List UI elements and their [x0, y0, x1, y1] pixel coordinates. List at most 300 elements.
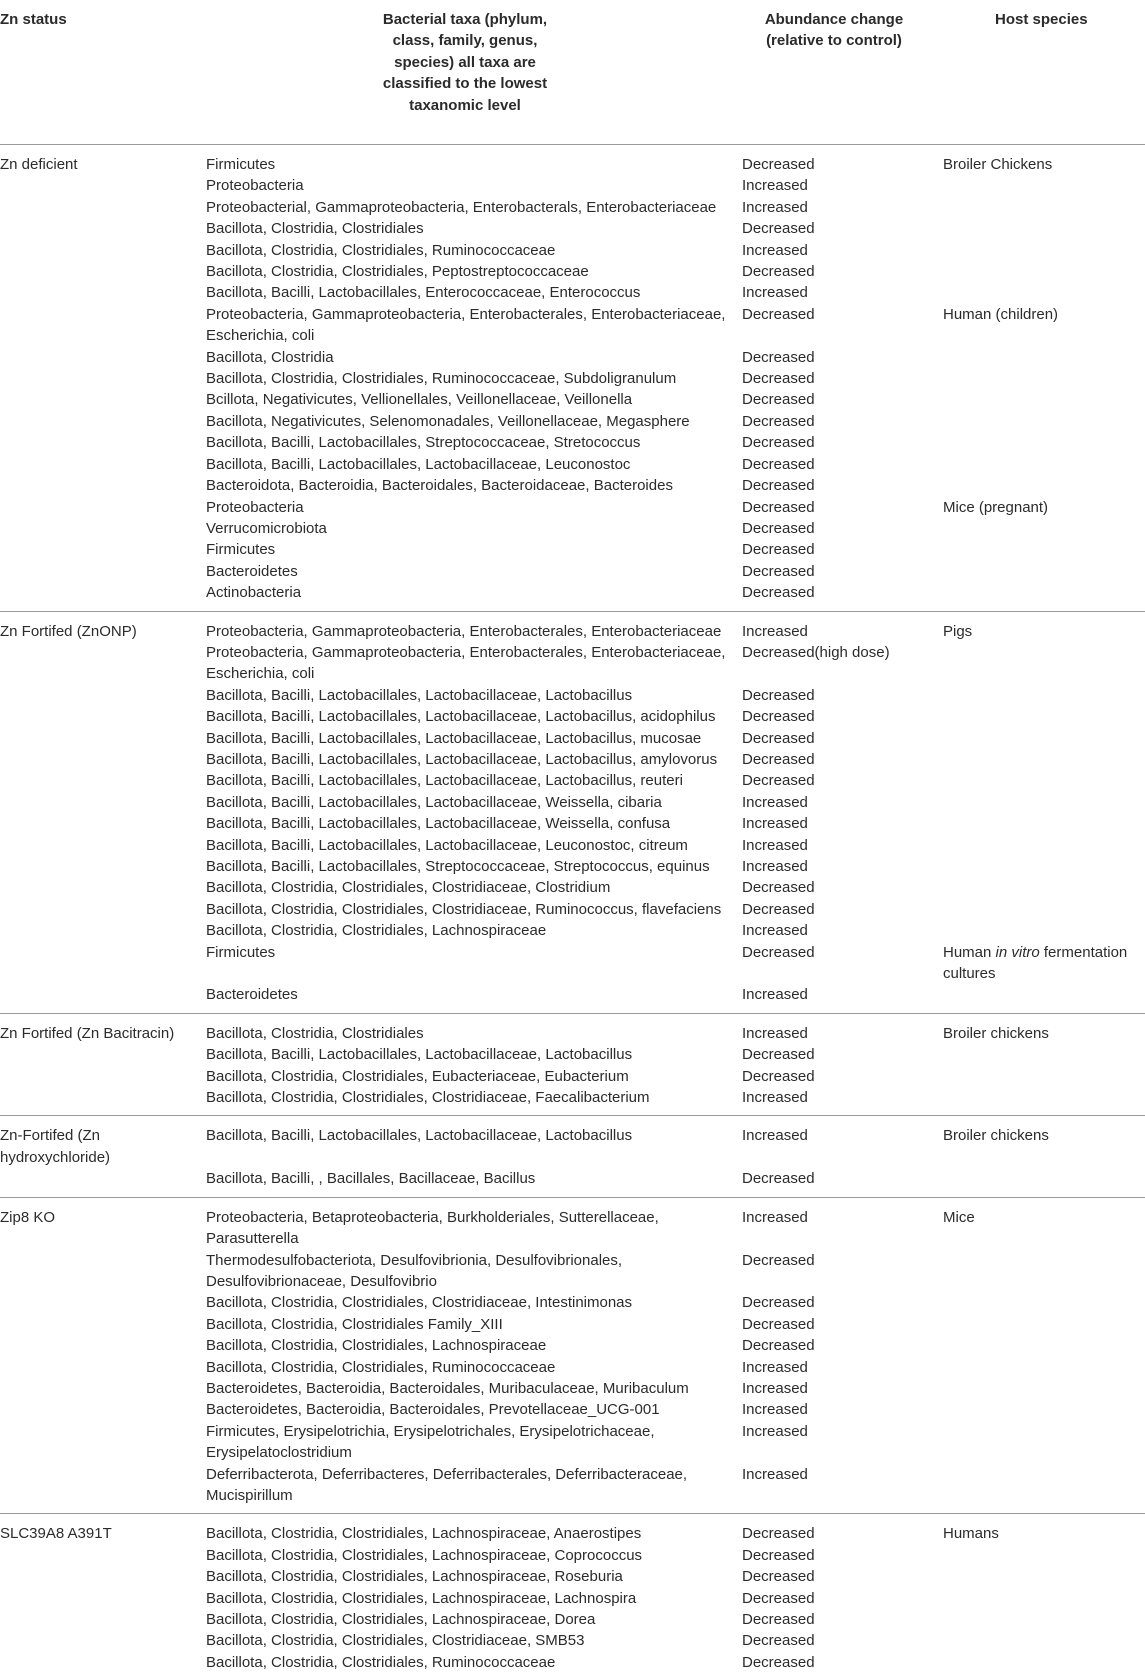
host-species-cell	[943, 389, 1143, 410]
table-row	[0, 1087, 1145, 1108]
host-species-text: Mice (pregnant)	[943, 498, 1049, 516]
taxa-cell: Bacteroidetes, Bacteroidia, Bacteroidales, Muribaculaceae, Muribaculum	[206, 1379, 689, 1397]
table-row	[0, 1250, 1145, 1293]
abundance-change-cell: Increased	[742, 177, 808, 195]
table-row	[0, 389, 1145, 410]
abundance-change-cell: Decreased	[742, 305, 815, 323]
host-species-cell	[943, 1066, 1143, 1087]
taxa-cell: Bacillota, Bacilli, Lactobacillales, Enterococcaceae, Enterococcus	[206, 284, 641, 302]
abundance-change-cell: Decreased	[742, 686, 815, 704]
host-species-italic-text: in vitro	[995, 943, 1040, 961]
zn-status-cell	[0, 1066, 206, 1087]
abundance-change-cell: Increased	[742, 858, 808, 875]
host-species-cell	[943, 561, 1143, 582]
abundance-change-cell: Increased	[742, 1024, 808, 1042]
zn-status-cell	[0, 1250, 206, 1293]
abundance-change-cell: Decreased	[742, 477, 815, 495]
host-species-cell	[943, 1378, 1143, 1399]
table-group	[0, 612, 1145, 1014]
zn-status-cell: SLC39A8 A391T	[0, 1525, 112, 1543]
zn-status-cell	[0, 497, 206, 518]
table-row	[0, 561, 1145, 582]
table-row	[0, 642, 1145, 685]
abundance-change-cell: Decreased	[742, 156, 815, 173]
zn-status-cell	[0, 1168, 206, 1189]
table-group	[0, 1116, 1145, 1197]
host-species-text: Human	[943, 943, 992, 961]
zn-status-cell	[0, 1357, 206, 1378]
taxa-cell: Thermodesulfobacteriota, Desulfovibrionia, Desulfovibrionales, Desulfovibrionaceae, Desulfovibrio	[206, 1251, 623, 1290]
host-species-cell	[943, 1207, 1143, 1250]
table-row	[0, 942, 1145, 985]
abundance-change-cell: Increased	[742, 1127, 808, 1145]
taxa-cell: Proteobacterial, Gammaproteobacteria, Enterobacterals, Enterobacteriaceae	[206, 198, 717, 216]
abundance-change-cell: Decreased	[742, 1589, 815, 1607]
zn-status-cell: Zn-Fortifed (Zn hydroxychloride)	[0, 1127, 111, 1166]
zn-status-cell: Zn deficient	[0, 156, 78, 173]
taxa-cell: Bacillota, Clostridia, Clostridiales, Clostridiaceae, Faecalibacterium	[206, 1089, 650, 1107]
taxa-cell: Verrucomicrobiota	[206, 519, 327, 537]
host-species-cell	[943, 1399, 1143, 1420]
table-row	[0, 1399, 1145, 1420]
host-species-cell	[943, 1545, 1143, 1566]
table-row	[0, 218, 1145, 239]
taxa-cell: Bacillota, Clostridia, Clostridiales Family_XIII	[206, 1315, 503, 1333]
abundance-change-cell: Decreased	[742, 348, 815, 366]
table-row	[0, 282, 1145, 303]
zn-status-cell	[0, 1421, 206, 1464]
host-species-cell	[943, 368, 1143, 389]
table-row	[0, 454, 1145, 475]
table-row	[0, 197, 1145, 218]
header-zn-status: Zn status	[0, 11, 67, 28]
taxa-cell: Bacillota, Clostridia, Clostridiales, Lachnospiraceae, Coprococcus	[206, 1546, 643, 1564]
zn-status-cell	[0, 432, 206, 453]
taxa-cell: Bacillota, Bacilli, Lactobacillales, Lactobacillaceae, Lactobacillus, acidophilus	[206, 708, 716, 726]
table-body	[0, 145, 1145, 1680]
taxa-cell: Bacillota, Clostridia, Clostridiales, Ruminococcaceae, Subdoligranulum	[206, 370, 677, 388]
table-row	[0, 621, 1145, 642]
host-species-cell	[943, 1609, 1143, 1630]
zn-status-cell	[0, 1588, 206, 1609]
abundance-change-cell: Increased	[742, 1465, 808, 1483]
table-row	[0, 1630, 1145, 1651]
table-row	[0, 432, 1145, 453]
abundance-change-cell: Decreased	[742, 455, 815, 473]
abundance-change-cell: Decreased	[742, 1046, 815, 1064]
host-species-cell	[943, 304, 1143, 347]
host-species-cell	[943, 497, 1143, 518]
taxa-cell: Bacillota, Clostridia, Clostridiales, Lachnospiraceae, Roseburia	[206, 1568, 623, 1586]
host-species-cell	[943, 728, 1143, 749]
table-row	[0, 240, 1145, 261]
abundance-change-cell: Decreased	[742, 412, 815, 430]
table-row	[0, 1421, 1145, 1464]
taxa-cell: Firmicutes	[206, 943, 276, 961]
zn-status-cell	[0, 1652, 206, 1673]
host-species-cell	[943, 1023, 1143, 1044]
taxa-cell: Bacillota, Clostridia, Clostridiales, Lachnospiraceae, Dorea	[206, 1611, 596, 1628]
host-species-cell	[943, 621, 1143, 642]
taxa-cell: Proteobacteria, Gammaproteobacteria, Enterobacterales, Enterobacteriaceae, Escherichia, coli	[206, 305, 726, 345]
host-species-text: Pigs	[943, 622, 973, 640]
host-species-cell	[943, 877, 1143, 898]
table-row	[0, 1314, 1145, 1335]
host-species-cell	[943, 813, 1143, 834]
abundance-change-cell: Increased	[742, 986, 808, 1004]
host-species-cell	[943, 240, 1143, 261]
table-row	[0, 582, 1145, 603]
host-species-cell	[943, 475, 1143, 496]
zn-status-cell	[0, 1399, 206, 1420]
abundance-change-cell: Decreased	[742, 1568, 815, 1586]
table-row	[0, 899, 1145, 920]
host-species-cell	[943, 539, 1143, 560]
abundance-change-cell: Decreased	[742, 1611, 815, 1628]
host-species-text: Broiler chickens	[943, 1127, 1049, 1145]
abundance-change-cell: Increased	[742, 922, 808, 940]
zn-status-cell	[0, 1464, 206, 1507]
host-species-text: Human (children)	[943, 305, 1059, 323]
zn-status-cell	[0, 218, 206, 239]
host-species-cell	[943, 1168, 1143, 1189]
host-species-cell	[943, 197, 1143, 218]
table-row	[0, 175, 1145, 196]
taxa-cell: Bacillota, Bacilli, Lactobacillales, Lactobacillaceae, Leuconostoc, citreum	[206, 836, 688, 854]
zn-status-cell	[0, 984, 206, 1005]
table-row	[0, 1545, 1145, 1566]
zn-status-cell	[0, 835, 206, 856]
table-row	[0, 1652, 1145, 1673]
host-species-cell	[943, 749, 1143, 770]
taxa-cell: Bacillota, Bacilli, Lactobacillales, Lactobacillaceae, Leuconostoc	[206, 455, 631, 473]
taxa-cell: Actinobacteria	[206, 584, 302, 602]
table-row	[0, 1378, 1145, 1399]
abundance-change-cell: Decreased	[742, 1170, 815, 1188]
abundance-change-cell: Decreased	[742, 1251, 815, 1269]
table-row	[0, 411, 1145, 432]
zn-status-cell	[0, 475, 206, 496]
abundance-change-cell: Decreased	[742, 498, 815, 516]
zn-status-cell	[0, 454, 206, 475]
zn-status-cell	[0, 240, 206, 261]
table-row	[0, 1357, 1145, 1378]
host-species-cell	[943, 432, 1143, 453]
abundance-change-cell: Decreased	[742, 1294, 815, 1312]
table-group	[0, 1198, 1145, 1515]
table-row	[0, 368, 1145, 389]
taxa-cell: Bacillota, Clostridia, Clostridiales, Clostridiaceae, Ruminococcus, flavefaciens	[206, 900, 722, 918]
taxa-cell: Bacillota, Clostridia, Clostridiales, Peptostreptococcaceae	[206, 263, 589, 281]
zn-status-cell	[0, 1609, 206, 1630]
table-row	[0, 1207, 1145, 1250]
header-bacterial-taxa: Bacterial taxa (phylum, class, family, genus, species) all taxa are classified to the lowest taxanomic level	[382, 11, 548, 114]
taxa-cell: Firmicutes, Erysipelotrichia, Erysipelotrichales, Erysipelotrichaceae, Erysipelatoclostridium	[206, 1422, 655, 1462]
taxa-cell: Bacillota, Clostridia, Clostridiales, Clostridiaceae, Intestinimonas	[206, 1294, 633, 1312]
host-species-cell	[943, 1588, 1143, 1609]
table-row	[0, 1566, 1145, 1587]
zn-status-cell	[0, 1566, 206, 1587]
host-species-cell	[943, 1292, 1143, 1313]
table-row	[0, 877, 1145, 898]
taxa-cell: Bacillota, Clostridia	[206, 348, 334, 366]
zn-status-cell	[0, 770, 206, 791]
abundance-change-cell: Decreased	[742, 1337, 815, 1355]
host-species-text: Broiler chickens	[943, 1024, 1049, 1042]
table-row	[0, 920, 1145, 941]
host-species-cell	[943, 984, 1143, 1005]
taxa-cell: Firmicutes	[206, 541, 276, 559]
abundance-change-cell: Decreased	[742, 220, 815, 238]
host-species-cell	[943, 1314, 1143, 1335]
host-species-text: Humans	[943, 1525, 999, 1543]
host-species-cell	[943, 706, 1143, 727]
host-species-cell	[943, 1250, 1143, 1293]
table-row	[0, 475, 1145, 496]
header-abundance-change: Abundance change (relative to control)	[764, 11, 904, 50]
taxa-cell: Bacillota, Bacilli, Lactobacillales, Lactobacillaceae, Lactobacillus, reuteri	[206, 772, 683, 790]
zn-status-cell	[0, 347, 206, 368]
host-species-cell	[943, 218, 1143, 239]
host-species-cell	[943, 792, 1143, 813]
abundance-change-cell: Decreased	[742, 900, 815, 918]
zn-status-cell: Zip8 KO	[0, 1208, 56, 1226]
table-row	[0, 1588, 1145, 1609]
abundance-change-cell: Decreased	[742, 708, 815, 726]
zn-status-cell	[0, 304, 206, 347]
taxa-cell: Bacillota, Clostridia, Clostridiales	[206, 1024, 424, 1042]
table-row	[0, 1335, 1145, 1356]
host-species-cell	[943, 1357, 1143, 1378]
zn-status-cell: Zn Fortifed (Zn Bacitracin)	[0, 1024, 175, 1042]
zn-status-cell	[0, 1378, 206, 1399]
taxa-cell: Bacillota, Bacilli, , Bacillales, Bacillaceae, Bacillus	[206, 1170, 536, 1188]
zn-status-cell	[0, 942, 206, 985]
abundance-change-cell: Decreased	[742, 1315, 815, 1333]
taxa-cell: Bacteroidetes	[206, 562, 298, 580]
taxa-cell: Bacteroidota, Bacteroidia, Bacteroidales, Bacteroidaceae, Bacteroides	[206, 477, 673, 495]
abundance-change-cell: Decreased	[742, 434, 815, 452]
table-group	[0, 1014, 1145, 1117]
table-row	[0, 706, 1145, 727]
host-species-cell	[943, 1630, 1143, 1651]
taxa-cell: Bacillota, Clostridia, Clostridiales, Clostridiaceae, Clostridium	[206, 879, 611, 897]
zn-status-cell	[0, 856, 206, 877]
zn-status-cell	[0, 1292, 206, 1313]
host-species-text: Mice	[943, 1208, 975, 1226]
abundance-change-cell: Decreased	[742, 943, 815, 961]
taxa-cell: Proteobacteria	[206, 177, 304, 195]
host-species-cell	[943, 347, 1143, 368]
zn-status-cell	[0, 518, 206, 539]
zn-status-cell	[0, 1087, 206, 1108]
table-row	[0, 728, 1145, 749]
zn-status-cell	[0, 813, 206, 834]
host-species-cell	[943, 1044, 1143, 1065]
table-row	[0, 518, 1145, 539]
host-species-cell	[943, 1464, 1143, 1507]
taxa-cell: Bcillota, Negativicutes, Vellionellales, Veillonellaceae, Veillonella	[206, 391, 633, 409]
abundance-change-cell: Decreased(high dose)	[742, 643, 890, 661]
zn-status-cell: Zn Fortifed (ZnONP)	[0, 622, 137, 640]
taxa-cell: Bacillota, Bacilli, Lactobacillales, Lactobacillaceae, Lactobacillus	[206, 1127, 633, 1145]
host-species-cell	[943, 411, 1143, 432]
taxa-cell: Bacillota, Clostridia, Clostridiales, Ruminococcaceae	[206, 1358, 556, 1376]
host-species-cell	[943, 770, 1143, 791]
table-row	[0, 1066, 1145, 1087]
taxa-cell: Proteobacteria, Gammaproteobacteria, Enterobacterales, Enterobacteriaceae	[206, 622, 722, 640]
zn-status-cell	[0, 642, 206, 685]
zn-status-cell	[0, 920, 206, 941]
abundance-change-cell: Decreased	[742, 879, 815, 897]
host-species-cell	[943, 582, 1143, 603]
zn-status-cell	[0, 368, 206, 389]
host-species-cell	[943, 920, 1143, 941]
abundance-change-cell: Decreased	[742, 519, 815, 537]
zn-status-cell	[0, 749, 206, 770]
abundance-change-cell: Increased	[742, 836, 808, 854]
abundance-change-cell: Decreased	[742, 750, 815, 768]
zn-status-cell	[0, 792, 206, 813]
abundance-change-cell: Decreased	[742, 772, 815, 790]
table-row	[0, 1609, 1145, 1630]
zn-status-cell	[0, 282, 206, 303]
abundance-change-cell: Increased	[742, 1379, 808, 1397]
taxa-cell: Bacillota, Bacilli, Lactobacillales, Lactobacillaceae, Lactobacillus	[206, 686, 633, 704]
taxa-cell: Bacillota, Clostridia, Clostridiales, Eubacteriaceae, Eubacterium	[206, 1067, 629, 1085]
taxa-cell: Bacillota, Clostridia, Clostridiales	[206, 220, 424, 238]
abundance-change-cell: Decreased	[742, 1632, 815, 1650]
taxa-cell: Bacillota, Clostridia, Clostridiales, Ruminococcaceae	[206, 1653, 556, 1671]
host-species-cell	[943, 1652, 1143, 1673]
taxa-cell: Bacillota, Bacilli, Lactobacillales, Lactobacillaceae, Lactobacillus, amylovorus	[206, 750, 718, 768]
taxa-cell: Deferribacterota, Deferribacteres, Deferribacterales, Deferribacteraceae, Mucispirillum	[206, 1465, 688, 1504]
zn-status-cell	[0, 1545, 206, 1566]
host-species-cell	[943, 1087, 1143, 1108]
table-header	[0, 0, 1145, 145]
table-row	[0, 749, 1145, 770]
table-row	[0, 261, 1145, 282]
taxa-cell: Bacillota, Bacilli, Lactobacillales, Streptococcaceae, Stretococcus	[206, 434, 641, 452]
abundance-change-cell: Decreased	[742, 541, 815, 559]
taxa-cell: Proteobacteria	[206, 498, 304, 516]
abundance-change-cell: Decreased	[742, 391, 815, 409]
host-species-cell	[943, 282, 1143, 303]
host-species-cell	[943, 154, 1143, 175]
table-row	[0, 984, 1145, 1005]
abundance-change-cell: Increased	[742, 622, 808, 640]
table-row	[0, 497, 1145, 518]
zn-status-cell	[0, 1044, 206, 1065]
taxa-cell: Bacillota, Clostridia, Clostridiales, Lachnospiraceae, Anaerostipes	[206, 1525, 642, 1543]
abundance-change-cell: Decreased	[742, 729, 815, 747]
host-species-cell	[943, 899, 1143, 920]
zn-status-cell	[0, 685, 206, 706]
taxa-cell: Proteobacteria, Betaproteobacteria, Burkholderiales, Sutterellaceae, Parasutterella	[206, 1208, 659, 1248]
table-row	[0, 154, 1145, 175]
taxa-cell: Bacillota, Negativicutes, Selenomonadales, Veillonellaceae, Megasphere	[206, 412, 690, 430]
abundance-change-cell: Increased	[742, 1089, 808, 1107]
abundance-change-cell: Increased	[742, 284, 808, 302]
taxa-cell: Proteobacteria, Gammaproteobacteria, Enterobacterales, Enterobacteriaceae, Escherichia, coli	[206, 643, 726, 683]
header-host-species: Host species	[995, 11, 1088, 28]
taxa-cell: Bacillota, Bacilli, Lactobacillales, Lactobacillaceae, Weissella, cibaria	[206, 793, 662, 811]
table-row	[0, 304, 1145, 347]
zn-status-cell	[0, 175, 206, 196]
zn-status-cell	[0, 899, 206, 920]
host-species-cell	[943, 454, 1143, 475]
host-species-cell	[943, 835, 1143, 856]
taxa-cell: Bacteroidetes, Bacteroidia, Bacteroidales, Prevotellaceae_UCG-001	[206, 1401, 660, 1419]
table-group	[0, 1514, 1145, 1680]
zn-status-cell	[0, 539, 206, 560]
host-species-text: Broiler Chickens	[943, 156, 1053, 173]
table-row	[0, 856, 1145, 877]
taxa-cell: Bacteroidetes	[206, 986, 298, 1004]
host-species-cell	[943, 942, 1143, 985]
abundance-change-cell: Increased	[742, 815, 808, 833]
host-species-cell	[943, 1421, 1143, 1464]
taxa-cell: Bacillota, Clostridia, Clostridiales, Lachnospiraceae	[206, 1337, 547, 1355]
table-row	[0, 1292, 1145, 1313]
table-row	[0, 1044, 1145, 1065]
host-species-cell	[943, 1335, 1143, 1356]
taxa-cell: Bacillota, Bacilli, Lactobacillales, Streptococcaceae, Streptococcus, equinus	[206, 858, 710, 875]
table-row	[0, 813, 1145, 834]
abundance-change-cell: Increased	[742, 198, 808, 216]
host-species-cell	[943, 518, 1143, 539]
taxa-cell: Bacillota, Bacilli, Lactobacillales, Lactobacillaceae, Lactobacillus, mucosae	[206, 729, 702, 747]
abundance-change-cell: Increased	[742, 1401, 808, 1419]
abundance-change-cell: Decreased	[742, 263, 815, 281]
taxa-cell: Bacillota, Bacilli, Lactobacillales, Lactobacillaceae, Weissella, confusa	[206, 815, 671, 833]
zn-status-cell	[0, 561, 206, 582]
taxa-cell: Firmicutes	[206, 156, 276, 173]
table-row	[0, 792, 1145, 813]
abundance-change-cell: Decreased	[742, 584, 815, 602]
zn-status-cell	[0, 261, 206, 282]
abundance-change-cell: Increased	[742, 1422, 808, 1440]
host-species-rest-text: fermentation cultures	[943, 943, 1128, 983]
abundance-change-cell: Decreased	[742, 1653, 815, 1671]
host-species-cell	[943, 685, 1143, 706]
abundance-change-cell: Increased	[742, 241, 808, 259]
taxa-cell: Bacillota, Clostridia, Clostridiales, Lachnospiraceae	[206, 922, 547, 940]
taxa-cell: Bacillota, Bacilli, Lactobacillales, Lactobacillaceae, Lactobacillus	[206, 1046, 633, 1064]
zn-status-cell	[0, 197, 206, 218]
table-row	[0, 685, 1145, 706]
abundance-change-cell: Increased	[742, 1358, 808, 1376]
host-species-cell	[943, 1125, 1143, 1168]
table-row	[0, 1464, 1145, 1507]
table-row	[0, 1168, 1145, 1189]
abundance-change-cell: Increased	[742, 1208, 808, 1226]
host-species-cell	[943, 1566, 1143, 1587]
zn-status-cell	[0, 728, 206, 749]
table-row	[0, 539, 1145, 560]
zn-status-cell	[0, 1335, 206, 1356]
host-species-cell	[943, 175, 1143, 196]
table-row	[0, 1523, 1145, 1544]
zn-status-cell	[0, 1630, 206, 1651]
host-species-cell	[943, 1523, 1143, 1544]
table-row	[0, 835, 1145, 856]
zn-status-cell	[0, 411, 206, 432]
abundance-change-cell: Decreased	[742, 1067, 815, 1085]
taxa-cell: Bacillota, Clostridia, Clostridiales, Lachnospiraceae, Lachnospira	[206, 1589, 637, 1607]
table-group	[0, 145, 1145, 612]
abundance-change-cell: Increased	[742, 793, 808, 811]
